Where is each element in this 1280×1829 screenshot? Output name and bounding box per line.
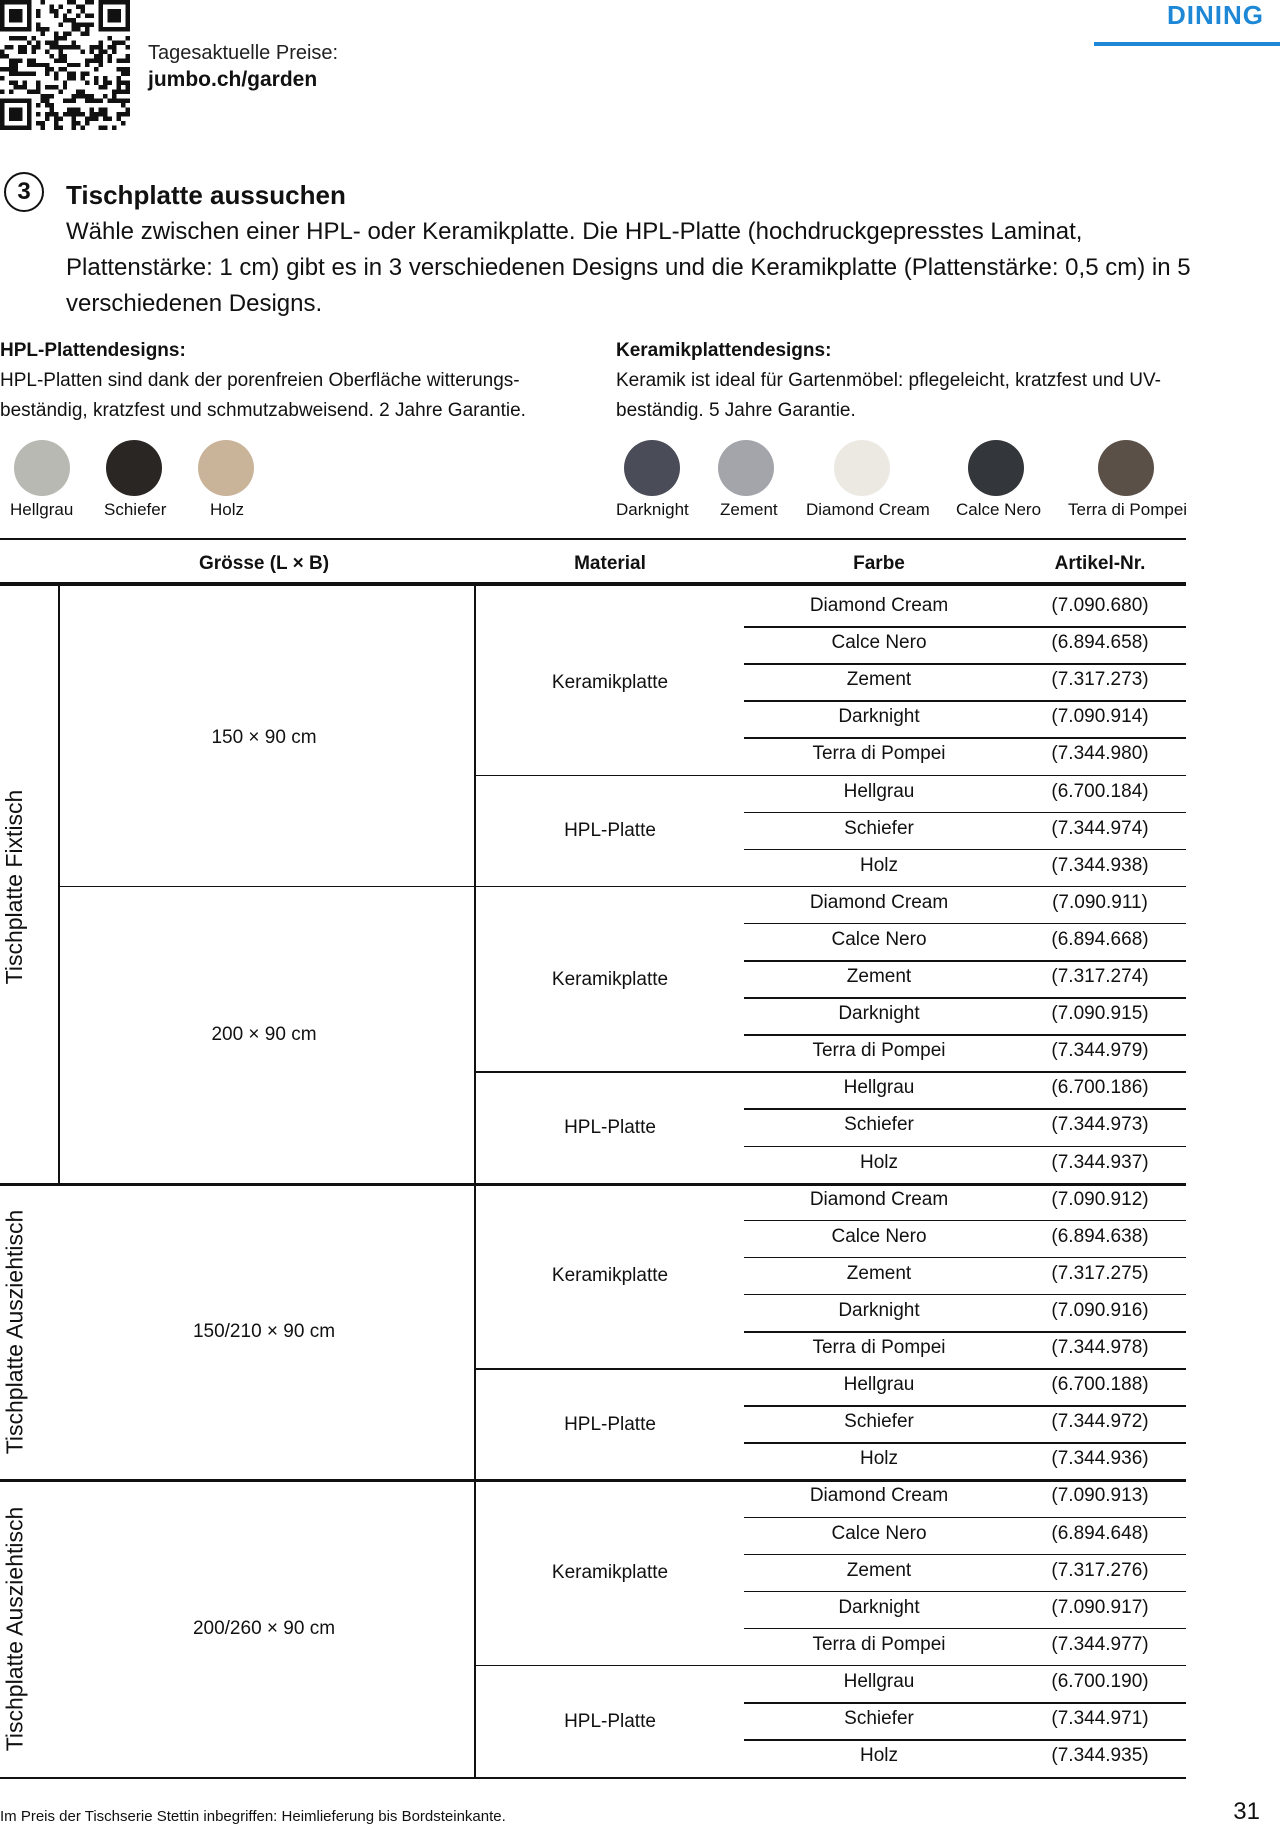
- farbe-cell: Zement: [846, 669, 912, 691]
- farbe-cell: Diamond Cream: [809, 891, 949, 913]
- swatch-label: Zement: [720, 500, 778, 519]
- swatch-terra-di-pompei: [1098, 440, 1154, 496]
- swatch-label: Diamond Cream: [806, 500, 930, 519]
- artikel-cell: (7.090.911): [1052, 891, 1148, 913]
- size-cell: 150 × 90 cm: [211, 727, 317, 749]
- artikel-cell: (7.090.914): [1051, 706, 1149, 728]
- farbe-cell: Terra di Pompei: [812, 1633, 946, 1655]
- farbe-cell: Holz: [859, 854, 898, 876]
- artikel-cell: (7.344.972): [1051, 1411, 1149, 1433]
- row-rule: [744, 700, 1186, 702]
- artikel-cell: (7.090.915): [1051, 1003, 1149, 1025]
- artikel-cell: (7.344.978): [1051, 1337, 1149, 1358]
- row-rule: [744, 1517, 1186, 1519]
- row-rule: [744, 663, 1186, 665]
- artikel-cell: (7.317.273): [1051, 669, 1149, 691]
- artikel-cell: (7.344.979): [1051, 1040, 1149, 1062]
- row-rule: [744, 960, 1186, 962]
- row-rule: [744, 1146, 1186, 1148]
- material-cell: HPL-Platte: [564, 1116, 656, 1138]
- row-rule: [744, 1257, 1186, 1259]
- row-rule: [744, 737, 1186, 739]
- artikel-cell: (6.894.658): [1051, 632, 1149, 654]
- swatch-label: Calce Nero: [956, 500, 1042, 519]
- artikel-cell: (7.317.275): [1051, 1262, 1149, 1284]
- size-cell: 150/210 × 90 cm: [192, 1321, 336, 1342]
- price-label: Tagesaktuelle Preise:: [148, 42, 339, 64]
- artikel-cell: (7.344.977): [1051, 1633, 1149, 1655]
- row-rule: [744, 1405, 1186, 1407]
- header-farbe: Farbe: [853, 553, 905, 574]
- farbe-cell: Darknight: [838, 1003, 920, 1025]
- row-rule: [744, 1108, 1186, 1110]
- artikel-cell: (6.700.190): [1051, 1670, 1149, 1692]
- table-bottom-rule: [0, 1777, 1186, 1779]
- section-tag: DINING: [1167, 0, 1264, 30]
- artikel-cell: (7.344.938): [1051, 854, 1149, 876]
- hpl-designs-text: HPL-Platten sind dank der porenfreien Oberfläche witterungs-beständig, kratzfest und schmutzabweisend. 2 Jahre Garantie.: [0, 370, 526, 421]
- swatch-diamond-cream: [834, 440, 890, 496]
- farbe-cell: Calce Nero: [831, 928, 927, 950]
- block-rule: [0, 1183, 1186, 1186]
- row-rule: [744, 1739, 1186, 1741]
- row-rule: [744, 1702, 1186, 1704]
- farbe-cell: Holz: [859, 1448, 898, 1470]
- artikel-cell: (7.090.916): [1051, 1299, 1149, 1321]
- material-cell: Keramikplatte: [551, 671, 669, 693]
- artikel-cell: (6.894.668): [1051, 928, 1149, 950]
- artikel-cell: (6.894.638): [1051, 1225, 1149, 1247]
- swatch-calce-nero: [968, 440, 1024, 496]
- artikel-cell: (7.344.971): [1051, 1708, 1149, 1729]
- header-artikel: Artikel-Nr.: [1054, 553, 1146, 574]
- material-vertical-rule: [474, 586, 476, 1777]
- farbe-cell: Hellgrau: [843, 780, 915, 802]
- farbe-cell: Zement: [846, 966, 912, 987]
- farbe-cell: Hellgrau: [843, 1077, 915, 1099]
- swatch-darknight: [624, 440, 680, 496]
- artikel-cell: (7.317.274): [1051, 966, 1149, 987]
- farbe-cell: Calce Nero: [831, 1225, 927, 1247]
- swatch-hellgrau: [14, 440, 70, 496]
- farbe-cell: Calce Nero: [831, 1522, 927, 1544]
- farbe-cell: Holz: [859, 1151, 898, 1173]
- design-divider: [0, 538, 1186, 540]
- row-rule: [744, 626, 1186, 628]
- row-rule: [744, 1331, 1186, 1333]
- artikel-cell: (7.344.980): [1051, 743, 1149, 765]
- table-header-rule: [0, 582, 1186, 586]
- artikel-cell: (7.344.935): [1051, 1745, 1149, 1767]
- material-cell: Keramikplatte: [551, 1265, 669, 1287]
- row-rule: [744, 923, 1186, 925]
- step-title: Tischplatte aussuchen: [66, 180, 346, 210]
- artikel-cell: (6.700.186): [1051, 1077, 1149, 1099]
- material-rule: [476, 1071, 1186, 1073]
- qr-code: [0, 0, 130, 130]
- swatch-zement: [718, 440, 774, 496]
- row-rule: [744, 1220, 1186, 1222]
- material-rule: [476, 775, 1186, 777]
- artikel-cell: (7.090.917): [1051, 1596, 1149, 1618]
- header-size: Grösse (L × B): [198, 553, 330, 574]
- qr-modules: [0, 0, 130, 130]
- hpl-designs-heading: HPL-Plattendesigns:: [0, 340, 186, 361]
- section-rule: [1094, 42, 1280, 46]
- group-label: Tischplatte Ausziehtisch: [1, 1506, 28, 1752]
- row-rule: [744, 1591, 1186, 1593]
- group-label: Tischplatte Ausziehtisch: [1, 1209, 28, 1455]
- artikel-cell: (6.700.188): [1051, 1374, 1149, 1396]
- farbe-cell: Holz: [859, 1745, 898, 1767]
- swatch-label: Darknight: [616, 500, 689, 519]
- swatch-label: Schiefer: [104, 500, 167, 519]
- farbe-cell: Schiefer: [844, 817, 914, 839]
- swatch-label: Holz: [210, 500, 245, 519]
- farbe-cell: Diamond Cream: [809, 1485, 949, 1507]
- farbe-cell: Zement: [846, 1559, 912, 1581]
- artikel-cell: (6.700.184): [1051, 780, 1149, 802]
- farbe-cell: Hellgrau: [843, 1670, 915, 1692]
- swatch-holz: [198, 440, 254, 496]
- swatch-label: Hellgrau: [10, 500, 74, 519]
- row-rule: [744, 849, 1186, 851]
- material-rule: [476, 1368, 1186, 1370]
- size-cell: 200/260 × 90 cm: [192, 1617, 336, 1639]
- price-link[interactable]: jumbo.ch/garden: [148, 68, 318, 91]
- block-rule: [0, 1479, 1186, 1482]
- material-cell: Keramikplatte: [551, 968, 669, 990]
- farbe-cell: Terra di Pompei: [812, 1337, 946, 1358]
- row-rule: [744, 1442, 1186, 1444]
- keramik-designs-heading: Keramikplattendesigns:: [616, 340, 832, 361]
- artikel-cell: (7.344.973): [1051, 1114, 1149, 1136]
- material-cell: HPL-Platte: [564, 1413, 656, 1435]
- page-number: 31: [1233, 1798, 1260, 1825]
- farbe-cell: Darknight: [838, 706, 920, 728]
- step-number-badge: 3: [4, 172, 44, 212]
- farbe-cell: Zement: [846, 1262, 912, 1284]
- artikel-cell: (7.344.937): [1051, 1151, 1149, 1173]
- farbe-cell: Diamond Cream: [809, 595, 949, 616]
- farbe-cell: Terra di Pompei: [812, 1040, 946, 1062]
- group-vertical-rule: [58, 586, 60, 1184]
- farbe-cell: Schiefer: [844, 1708, 914, 1729]
- artikel-cell: (7.090.913): [1051, 1485, 1149, 1507]
- farbe-cell: Schiefer: [844, 1114, 914, 1136]
- farbe-cell: Darknight: [838, 1596, 920, 1618]
- block-rule: [60, 886, 1186, 888]
- artikel-cell: (7.090.912): [1051, 1188, 1149, 1210]
- step-description: Wähle zwischen einer HPL- oder Keramikplatte. Die HPL-Platte (hochdruckgepresstes Laminat, Plattenstärke: 1 cm) gibt es in 3 verschiedenen Designs und die Keramikplatte (Plattenstärke: 0,5 cm) in 5 verschiedenen Designs.: [66, 218, 1191, 317]
- footer-note: Im Preis der Tischserie Stettin inbegriffen: Heimlieferung bis Bordsteinkante.: [0, 1808, 506, 1825]
- artikel-cell: (7.344.936): [1051, 1448, 1149, 1470]
- material-cell: HPL-Platte: [564, 1710, 656, 1732]
- farbe-cell: Terra di Pompei: [812, 743, 946, 765]
- artikel-cell: (6.894.648): [1051, 1522, 1149, 1544]
- artikel-cell: (7.317.276): [1051, 1559, 1149, 1581]
- artikel-cell: (7.090.680): [1051, 595, 1149, 616]
- header-material: Material: [574, 553, 646, 574]
- row-rule: [744, 812, 1186, 814]
- artikel-cell: (7.344.974): [1051, 817, 1149, 839]
- size-cell: 200 × 90 cm: [211, 1024, 317, 1046]
- farbe-cell: Schiefer: [844, 1411, 914, 1433]
- farbe-cell: Calce Nero: [831, 632, 927, 654]
- group-label: Tischplatte Fixtisch: [1, 789, 27, 985]
- row-rule: [744, 997, 1186, 999]
- swatch-label: Terra di Pompei: [1068, 500, 1188, 519]
- material-cell: Keramikplatte: [551, 1562, 669, 1584]
- row-rule: [744, 1554, 1186, 1556]
- farbe-cell: Darknight: [838, 1299, 920, 1321]
- row-rule: [744, 1628, 1186, 1630]
- material-cell: HPL-Platte: [564, 820, 656, 842]
- row-rule: [744, 1294, 1186, 1296]
- material-rule: [476, 1665, 1186, 1667]
- keramik-designs-text: Keramik ist ideal für Gartenmöbel: pflegeleicht, kratzfest und UV-beständig. 5 Jahre Garantie.: [616, 370, 1161, 421]
- farbe-cell: Diamond Cream: [809, 1188, 949, 1210]
- row-rule: [744, 1034, 1186, 1036]
- farbe-cell: Hellgrau: [843, 1374, 915, 1396]
- swatch-schiefer: [106, 440, 162, 496]
